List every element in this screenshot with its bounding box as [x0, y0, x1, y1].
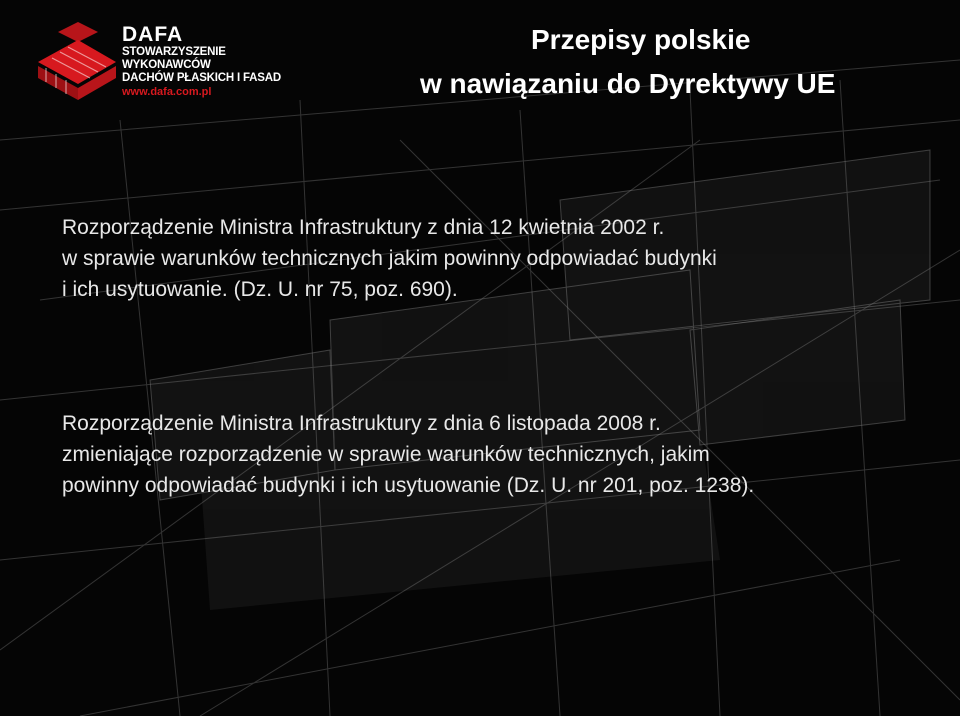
slide-title-line2: w nawiązaniu do Dyrektywy UE: [420, 68, 836, 99]
logo-url: www.dafa.com.pl: [122, 86, 212, 98]
slide-title: [420, 18, 920, 106]
slide-title-line1: Przepisy polskie: [531, 24, 751, 55]
logo-subtitle-line2: DACHÓW PŁASKICH I FASAD: [122, 72, 281, 84]
logo-subtitle-line1: STOWARZYSZENIE WYKONAWCÓW: [122, 46, 226, 71]
regulation-paragraph-2002: [62, 212, 717, 305]
paragraph-line: Rozporządzenie Ministra Infrastruktury z dnia 6 listopada 2008 r.: [62, 412, 661, 435]
paragraph-line: Rozporządzenie Ministra Infrastruktury z dnia 12 kwietnia 2002 r.: [62, 216, 665, 239]
paragraph-line: w sprawie warunków technicznych jakim powinny odpowiadać budynki: [62, 247, 717, 270]
dafa-logo: [34, 22, 304, 102]
dafa-logo-mark-icon: [34, 22, 120, 100]
paragraph-line: i ich usytuowanie. (Dz. U. nr 75, poz. 690).: [62, 278, 458, 301]
logo-name: DAFA: [122, 23, 184, 46]
logo-text: [122, 24, 304, 99]
paragraph-line: powinny odpowiadać budynki i ich usytuowanie (Dz. U. nr 201, poz. 1238).: [62, 474, 755, 497]
paragraph-line: zmieniające rozporządzenie w sprawie warunków technicznych, jakim: [62, 443, 710, 466]
regulation-paragraph-2008: [62, 408, 754, 501]
